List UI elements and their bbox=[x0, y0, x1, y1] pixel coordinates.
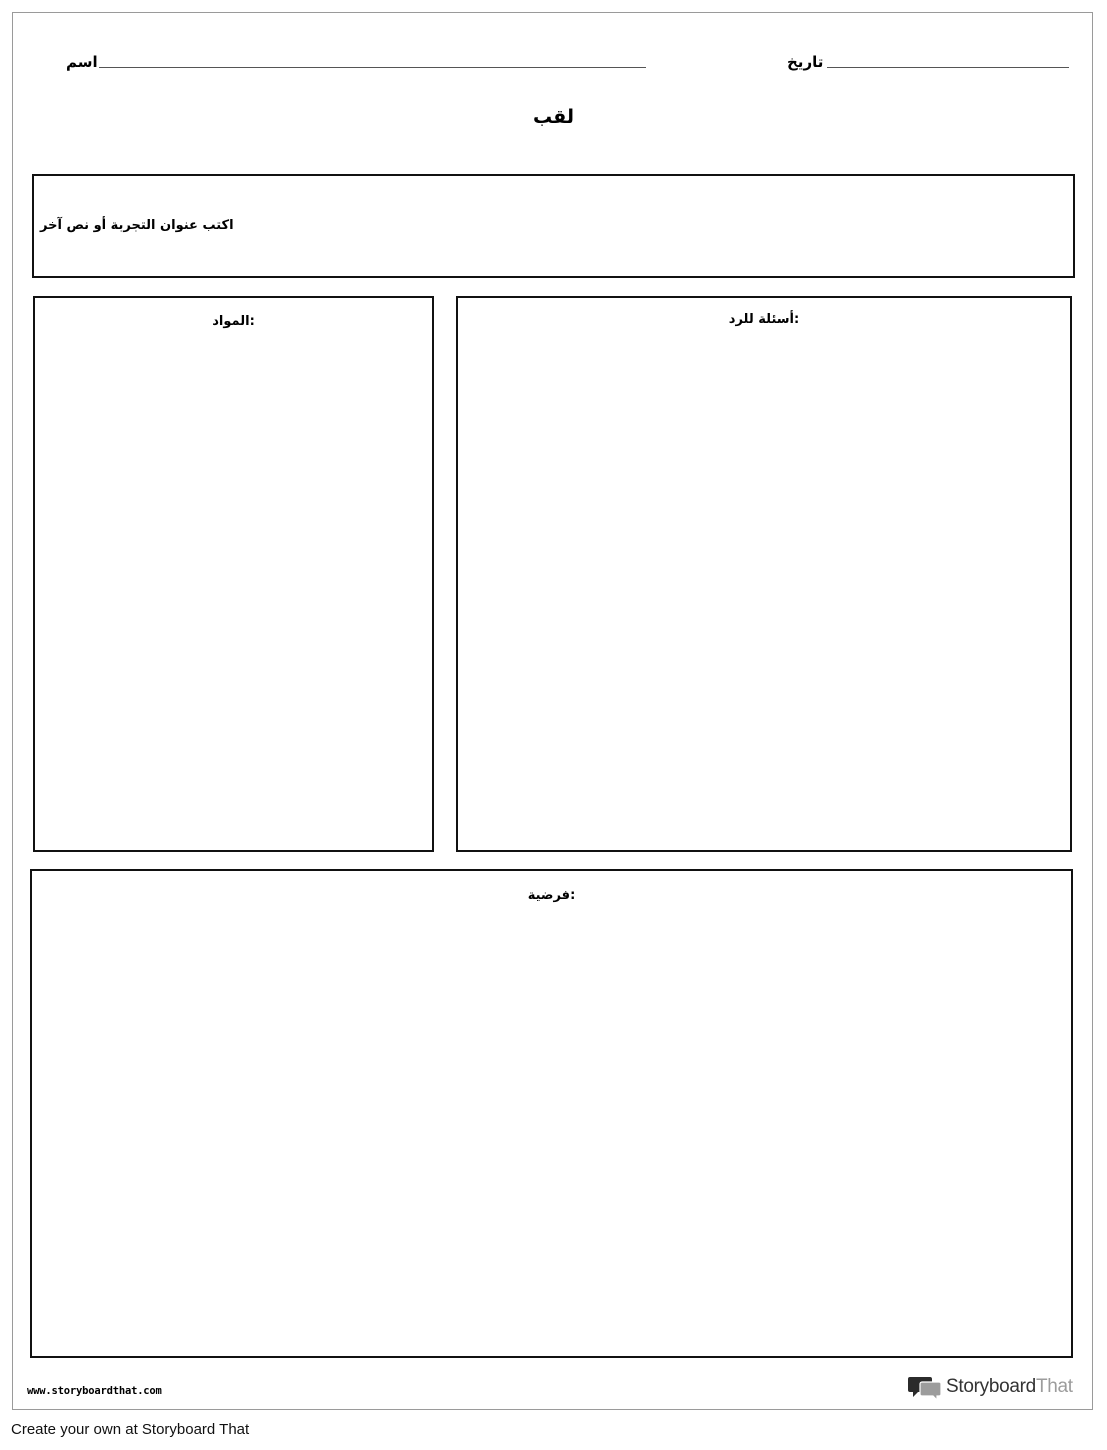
storyboardthat-logo[interactable] bbox=[908, 1373, 1073, 1401]
brand-name-primary: Storyboard bbox=[946, 1376, 1036, 1397]
brand-name bbox=[946, 1376, 1073, 1398]
date-label: تاريخ bbox=[787, 53, 824, 71]
date-line[interactable] bbox=[827, 67, 1069, 68]
experiment-title-prompt: اكتب عنوان التجربة أو نص آخر bbox=[40, 218, 234, 233]
name-label: اسم bbox=[66, 53, 98, 71]
materials-box[interactable] bbox=[33, 296, 434, 852]
name-line[interactable] bbox=[99, 67, 646, 68]
experiment-title-box[interactable] bbox=[32, 174, 1075, 278]
hypothesis-box[interactable] bbox=[30, 869, 1073, 1358]
questions-box[interactable] bbox=[456, 296, 1072, 852]
hypothesis-heading: :فرضية bbox=[527, 888, 576, 903]
create-your-own-link[interactable]: Create your own at Storyboard That bbox=[11, 1421, 250, 1438]
materials-heading: :المواد bbox=[212, 314, 255, 329]
speech-bubbles-icon bbox=[908, 1374, 942, 1400]
footer-url[interactable]: www.storyboardthat.com bbox=[27, 1385, 162, 1397]
brand-name-secondary: That bbox=[1035, 1376, 1073, 1397]
page-title: لقب bbox=[533, 106, 574, 128]
questions-heading: :أسئلة للرد bbox=[728, 312, 800, 327]
